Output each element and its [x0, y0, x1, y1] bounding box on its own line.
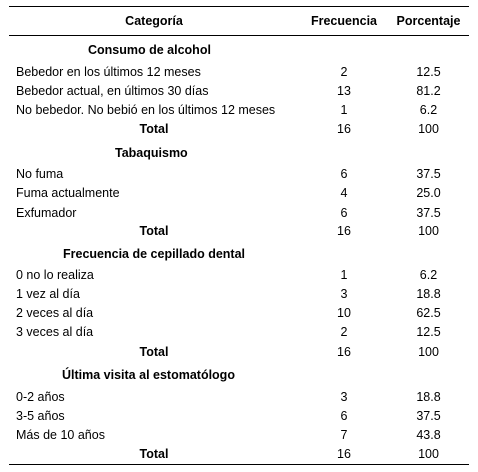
- total-percentage: 100: [418, 447, 439, 461]
- row-label: 3 veces al día: [16, 325, 94, 339]
- table-row: [9, 387, 469, 407]
- section-title-dentist-visit: Última visita al estomatólogo: [62, 368, 235, 382]
- total-row: [9, 342, 469, 362]
- table-row: [9, 81, 469, 101]
- row-frequency: 6: [340, 206, 348, 220]
- row-percentage: 81.2: [416, 84, 441, 98]
- total-label: Total: [139, 447, 169, 461]
- row-percentage: 12.5: [416, 325, 441, 339]
- row-percentage: 6.2: [419, 103, 438, 117]
- section-title-smoking: Tabaquismo: [115, 146, 188, 160]
- row-percentage: 37.5: [416, 167, 441, 181]
- table-row: [9, 164, 469, 184]
- row-frequency: 6: [340, 409, 348, 423]
- row-frequency: 10: [337, 306, 351, 320]
- table-row: [9, 100, 469, 120]
- total-percentage: 100: [418, 224, 439, 238]
- total-row: [9, 119, 469, 139]
- row-label: 1 vez al día: [16, 287, 80, 301]
- total-frequency: 16: [337, 122, 351, 136]
- table-row: [9, 284, 469, 304]
- row-percentage: 62.5: [416, 306, 441, 320]
- row-frequency: 2: [340, 325, 348, 339]
- table-row: [9, 425, 469, 445]
- header-percentage: Porcentaje: [396, 14, 461, 28]
- row-label: 0 no lo realiza: [16, 268, 94, 282]
- total-label: Total: [139, 224, 169, 238]
- row-frequency: 2: [340, 65, 348, 79]
- total-row: [9, 221, 469, 241]
- row-label: 2 veces al día: [16, 306, 94, 320]
- table-row: [9, 406, 469, 426]
- table-bottom-rule: [9, 464, 469, 465]
- header-rule: [9, 35, 469, 36]
- row-label: Exfumador: [16, 206, 77, 220]
- row-label: Bebedor actual, en últimos 30 días: [16, 84, 209, 98]
- row-percentage: 43.8: [416, 428, 441, 442]
- total-label: Total: [139, 122, 169, 136]
- row-frequency: 1: [340, 268, 348, 282]
- row-frequency: 7: [340, 428, 348, 442]
- row-frequency: 6: [340, 167, 348, 181]
- table-row: [9, 303, 469, 323]
- row-percentage: 37.5: [416, 409, 441, 423]
- table-row: [9, 203, 469, 223]
- row-label: Fuma actualmente: [16, 186, 120, 200]
- row-frequency: 4: [340, 186, 348, 200]
- row-label: No fuma: [16, 167, 64, 181]
- total-percentage: 100: [418, 122, 439, 136]
- row-frequency: 3: [340, 390, 348, 404]
- header-frequency: Frecuencia: [310, 14, 377, 28]
- row-percentage: 37.5: [416, 206, 441, 220]
- table-row: [9, 62, 469, 82]
- row-percentage: 6.2: [419, 268, 438, 282]
- section-title-brushing: Frecuencia de cepillado dental: [63, 247, 246, 261]
- row-label: Bebedor en los últimos 12 meses: [16, 65, 201, 79]
- row-label: No bebedor. No bebió en los últimos 12 meses: [16, 103, 276, 117]
- row-percentage: 18.8: [416, 287, 441, 301]
- total-frequency: 16: [337, 224, 351, 238]
- total-frequency: 16: [337, 345, 351, 359]
- total-label: Total: [139, 345, 169, 359]
- row-percentage: 25.0: [416, 186, 441, 200]
- row-percentage: 12.5: [416, 65, 441, 79]
- section-title-alcohol: Consumo de alcohol: [88, 43, 211, 57]
- table-top-rule: [9, 6, 469, 7]
- row-label: 3-5 años: [16, 409, 65, 423]
- row-frequency: 3: [340, 287, 348, 301]
- row-label: 0-2 años: [16, 390, 65, 404]
- table-row: [9, 265, 469, 285]
- header-category: Categoría: [125, 14, 183, 28]
- total-row: [9, 444, 469, 464]
- row-frequency: 1: [340, 103, 348, 117]
- row-percentage: 18.8: [416, 390, 441, 404]
- total-percentage: 100: [418, 345, 439, 359]
- table-row: [9, 322, 469, 342]
- header-row: [9, 11, 469, 31]
- row-frequency: 13: [337, 84, 351, 98]
- total-frequency: 16: [337, 447, 351, 461]
- table-row: [9, 183, 469, 203]
- row-label: Más de 10 años: [16, 428, 105, 442]
